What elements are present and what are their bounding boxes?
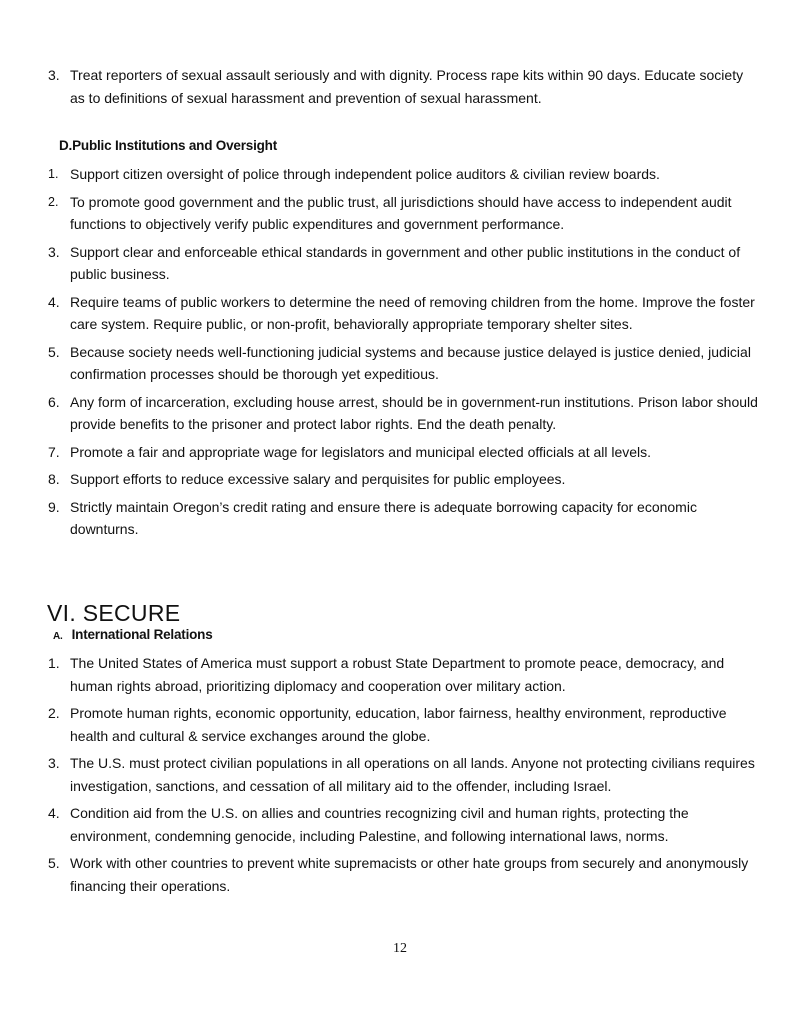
- subsection-letter: A.: [53, 631, 63, 642]
- subsection-letter: D.: [59, 138, 73, 153]
- list-item-number: 4.: [48, 293, 60, 310]
- subsection-title: Public Institutions and Oversight: [72, 138, 278, 153]
- list-item-number: 6.: [48, 393, 60, 410]
- list-item: [0, 652, 800, 697]
- list-item-text: The U.S. must protect civilian populations in all operations on all lands. Anyone not protecting civilians requires investigation, sanctions, and cessation of all military aid to the offender, including Israel.: [70, 755, 755, 794]
- list-item-number: 3.: [48, 243, 60, 260]
- subsection-title: International Relations: [71, 627, 213, 642]
- list-item-text: Treat reporters of sexual assault seriously and with dignity. Process rape kits within 90 days. Educate society as to definitions of sexual harassment and prevention of sexual harassment.: [70, 67, 744, 106]
- list-item: [0, 241, 800, 286]
- list-item-number: 9.: [48, 498, 60, 515]
- list-item: [0, 191, 800, 236]
- page-number: 12: [393, 941, 407, 956]
- list-item-text: Support efforts to reduce excessive salary and perquisites for public employees.: [70, 471, 566, 487]
- list-item-text: Work with other countries to prevent white supremacists or other hate groups from securely and anonymously financing their operations.: [70, 855, 749, 894]
- list-item-number: 3.: [48, 755, 60, 771]
- list-item-number: 3.: [48, 67, 60, 83]
- list-item-text: Any form of incarceration, excluding house arrest, should be in government-run institutions. Prison labor should provide benefits to the prisoner and protect labor rights. End the death penalty.: [70, 393, 758, 432]
- list-item: [0, 752, 800, 797]
- list-item: [0, 702, 800, 747]
- list-item-text: The United States of America must support a robust State Department to promote peace, democracy, and human rights abroad, prioritizing diplomacy and cooperation over military action.: [70, 655, 725, 694]
- list-item-number: 5.: [48, 855, 60, 871]
- list-item-text: Support citizen oversight of police through independent police auditors & civilian review boards.: [70, 166, 660, 182]
- list-item: [0, 468, 800, 491]
- list-item-text: Promote human rights, economic opportunity, education, labor fairness, healthy environment, reproductive health and cultural & service exchanges around the globe.: [70, 705, 727, 744]
- list-item: [0, 291, 800, 336]
- list-item-number: 2.: [48, 194, 59, 209]
- list-item-number: 7.: [48, 443, 60, 460]
- list-item: [0, 163, 800, 186]
- list-item-number: 2.: [48, 705, 60, 721]
- list-item: [0, 802, 800, 847]
- list-item: [0, 441, 800, 464]
- list-item: [0, 341, 800, 386]
- list-item-text: Promote a fair and appropriate wage for legislators and municipal elected officials at all levels.: [70, 443, 652, 460]
- list-item: [0, 391, 800, 436]
- list-item-number: 8.: [48, 471, 60, 487]
- subsection-d-list: [0, 163, 800, 546]
- subsection-heading: [59, 138, 277, 153]
- list-item: [0, 852, 800, 897]
- list-item-text: Because society needs well-functioning judicial systems and because justice delayed is justice denied, judicial confirmation processes should be thorough yet expeditious.: [70, 343, 751, 382]
- list-item-text: Condition aid from the U.S. on allies and countries recognizing civil and human rights, protecting the environment, condemning genocide, including Palestine, and following international laws, norms.: [70, 805, 689, 844]
- list-item-text: Support clear and enforceable ethical standards in government and other public institutions in the conduct of public business.: [70, 243, 741, 282]
- list-item-number: 4.: [48, 805, 60, 821]
- list-item: [0, 496, 800, 541]
- list-item-text: To promote good government and the public trust, all jurisdictions should have access to independent audit functions to objectively verify public expenditures and government performance.: [70, 193, 732, 232]
- list-item: [0, 64, 800, 109]
- list-item-text: Strictly maintain Oregon’s credit rating and ensure there is adequate borrowing capacity for economic downturns.: [70, 498, 697, 537]
- section-title: VI. SECURE: [47, 600, 181, 627]
- continued-list: [0, 64, 800, 114]
- list-item-text: Require teams of public workers to determine the need of removing children from the home. Improve the foster care system. Require public, or non-profit, behaviorally appropriate temporary shelter sites.: [70, 293, 755, 332]
- list-item-number: 1.: [48, 167, 59, 181]
- subsection-heading: [53, 627, 213, 642]
- subsection-a-list: [0, 652, 800, 902]
- list-item-number: 5.: [48, 343, 60, 360]
- list-item-number: 1.: [48, 655, 60, 671]
